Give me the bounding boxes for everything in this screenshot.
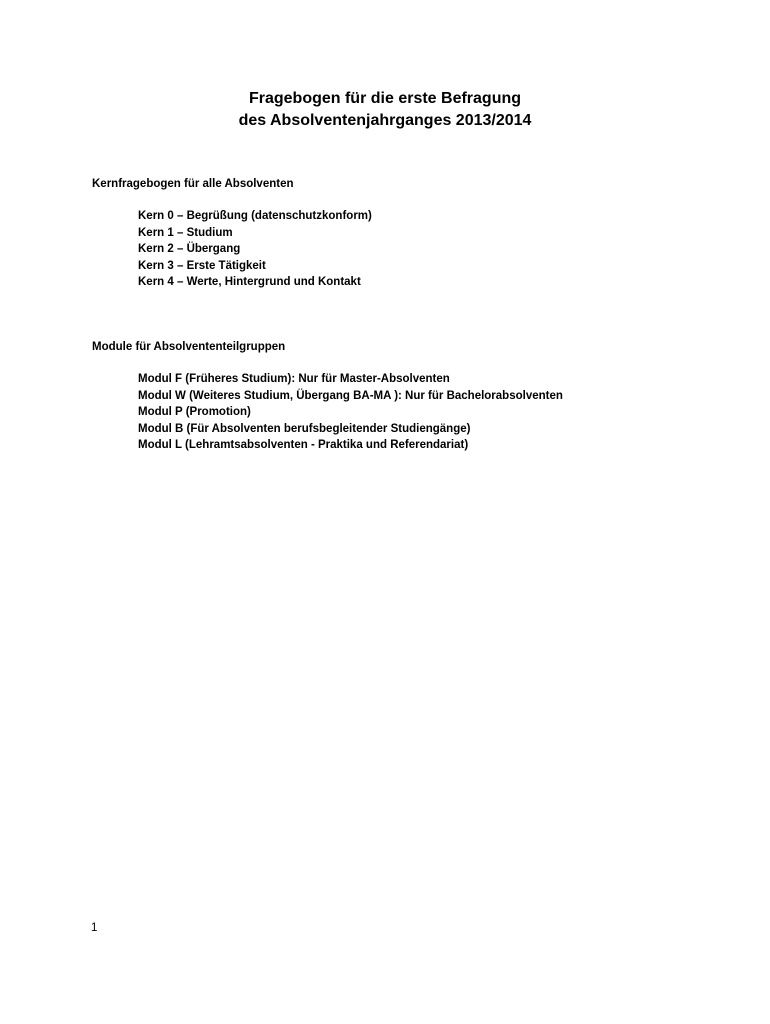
kern-item-1: Kern 1 – Studium xyxy=(138,226,233,239)
kern-item-0: Kern 0 – Begrüßung (datenschutzkonform) xyxy=(138,210,372,222)
kern-item-2: Kern 2 – Übergang xyxy=(138,243,241,255)
module-item-p: Modul P (Promotion) xyxy=(138,406,251,418)
module-section-heading: Module für Absolvententeilgruppen xyxy=(92,341,286,353)
module-item-b: Modul B (Für Absolventen berufsbegleitender Studiengänge) xyxy=(138,422,471,435)
module-item-w: Modul W (Weiteres Studium, Übergang BA-MA ): Nur für Bachelorabsolventen xyxy=(138,389,563,402)
kern-section-heading: Kernfragebogen für alle Absolventen xyxy=(92,178,294,190)
kern-item-4: Kern 4 – Werte, Hintergrund und Kontakt xyxy=(138,276,361,288)
page-number: 1 xyxy=(91,922,98,934)
module-item-f: Modul F (Früheres Studium): Nur für Master-Absolventen xyxy=(138,373,450,385)
module-item-l: Modul L (Lehramtsabsolventen - Praktika und Referendariat) xyxy=(138,439,469,451)
document-title xyxy=(0,88,770,132)
module-item-list xyxy=(138,371,563,454)
kern-item-3: Kern 3 – Erste Tätigkeit xyxy=(138,259,266,272)
title-line-1: Fragebogen für die erste Befragung xyxy=(248,90,522,107)
title-line-2: des Absolventenjahrganges 2013/2014 xyxy=(238,112,532,129)
kern-item-list xyxy=(138,208,372,291)
